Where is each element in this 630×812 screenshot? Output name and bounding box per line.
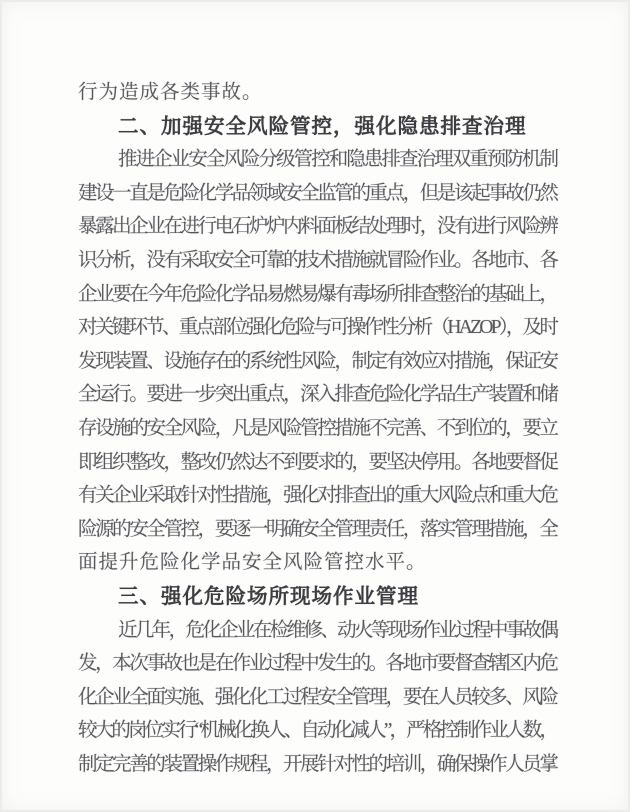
line-text: 近几年，危化企业在检维修、动火等现场作业过程中事故偶 xyxy=(118,619,557,641)
line-text: 二、加强安全风险管控，强化隐患排查治理 xyxy=(118,114,527,138)
body-text-line xyxy=(78,244,559,278)
body-text-line xyxy=(78,345,559,379)
line-text: 面提升危险化学品安全风险管控水平。 xyxy=(78,552,427,574)
body-text-line xyxy=(78,714,559,748)
line-text: 行为造成各类事故。 xyxy=(78,82,263,103)
body-text-line xyxy=(78,412,559,446)
body-text-line xyxy=(78,513,559,547)
body-text-line xyxy=(78,681,559,715)
body-text-line xyxy=(78,446,559,480)
body-text-line xyxy=(78,614,559,648)
line-text: 存设施的安全风险，凡是风险管控措施不完善、不到位的，要立 xyxy=(78,417,557,439)
line-text: 发现装置、设施存在的系统性风险，制定有效应对措施，保证安 xyxy=(78,350,557,372)
line-text: 发，本次事故也是在作业过程中发生的。各地市要督查辖区内危 xyxy=(78,653,557,675)
body-text-line xyxy=(78,311,559,345)
line-text: 险源的安全管控，要逐一明确安全管理责任，落实管理措施，全 xyxy=(78,518,557,540)
body-text-line xyxy=(78,210,559,244)
line-text: 即组织整改，整改仍然达不到要求的，要坚决停用。各地要督促 xyxy=(78,451,557,473)
line-text: 三、强化危险场所现场作业管理 xyxy=(118,584,419,608)
body-text-line xyxy=(78,647,559,681)
body-text-line xyxy=(78,76,559,110)
line-text: 有关企业采取针对性措施，强化对排查出的重大风险点和重大危 xyxy=(78,485,557,507)
section-heading-line xyxy=(78,110,559,144)
body-text-line xyxy=(78,479,559,513)
body-text-line xyxy=(78,143,559,177)
body-text-line xyxy=(78,278,559,312)
line-text: 建设一直是危险化学品领域安全监管的重点，但是该起事故仍然 xyxy=(78,182,557,204)
line-text: 推进企业安全风险分级管控和隐患排查治理双重预防机制 xyxy=(118,149,558,171)
line-text: 全运行。要进一步突出重点，深入排查危险化学品生产装置和储 xyxy=(78,384,557,406)
body-text-line xyxy=(78,378,559,412)
line-text: 制定完善的装置操作规程，开展针对性的培训，确保操作人员掌 xyxy=(78,753,557,775)
line-text: 暴露出企业在进行电石炉炉内料面板结处理时，没有进行风险辨 xyxy=(78,216,557,238)
line-text: 化企业全面实施、强化化工过程安全管理，要在人员较多、风险 xyxy=(78,686,557,708)
line-text: 识分析，没有采取安全可靠的技术措施就冒险作业。各地市、各 xyxy=(78,249,557,271)
body-text-line xyxy=(78,748,559,782)
section-heading-line xyxy=(78,580,559,614)
body-text-line xyxy=(78,177,559,211)
line-text: 较大的岗位实行“机械化换人、自动化减人”，严格控制作业人数， xyxy=(78,720,557,742)
line-text: 企业要在今年危险化学品易燃易爆有毒场所排查整治的基础上， xyxy=(78,283,557,305)
line-text: 对关键环节、重点部位强化危险与可操作性分析（HAZOP），及时 xyxy=(78,317,557,339)
body-text-line xyxy=(78,546,559,580)
document-text-block xyxy=(78,76,559,781)
